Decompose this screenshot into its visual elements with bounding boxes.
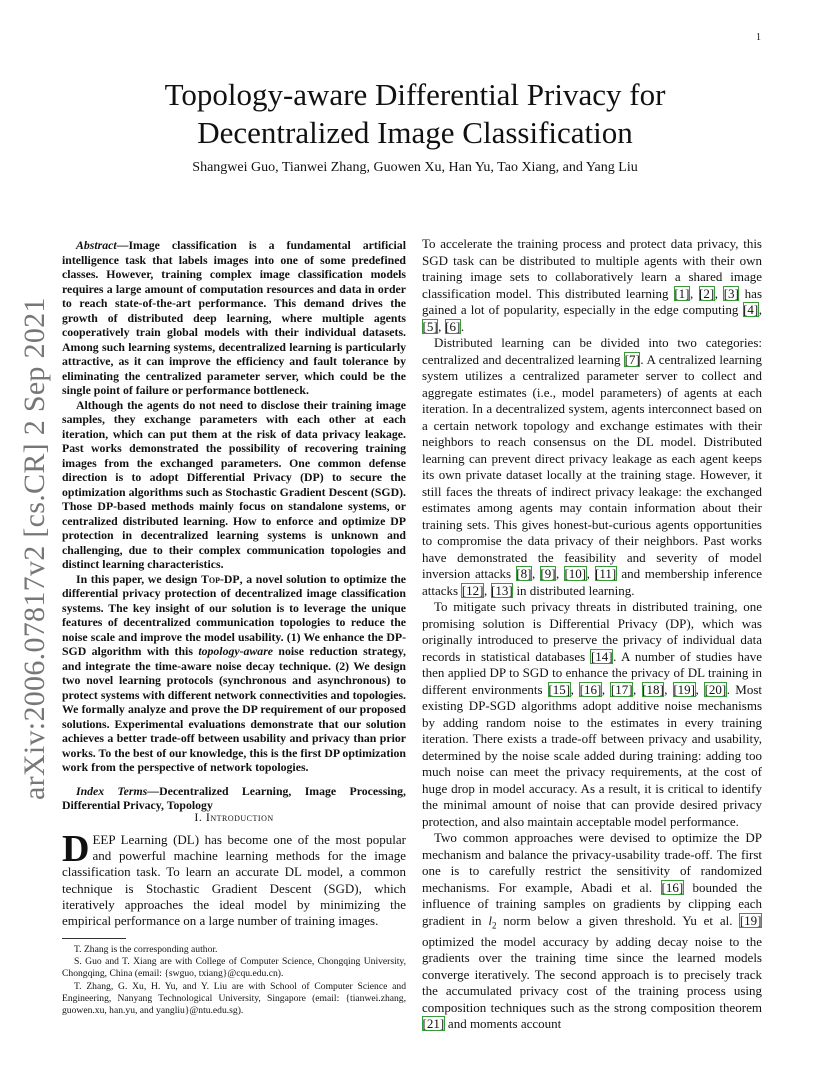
citation-link[interactable]: [17] — [610, 681, 633, 697]
text-span: . A number of studies have then applied DP to SGD to enhance the privacy of DL training in different environments — [422, 648, 762, 697]
abstract-p3-a: In this paper, we design — [76, 571, 201, 586]
footnote-2: S. Guo and T. Xiang are with College of Computer Science, Chongqing University, Chongqing, China (email: {swguo, txiang}@cqu.edu.cn). — [62, 956, 406, 980]
abstract-p3-c: noise reduction strategy, and integrate the time-aware noise decay technique. (2) We design two novel learning protocols (synchronous and asynchronous) to protect systems with different network connectivities and topologies. We formally analyze and prove the DP requirement of our proposed solutions. Experimental evaluations demonstrate that our solution achieves a better trade-off between usability and privacy than prior works. To the best of our knowledge, this is the first DP optimization work from the perspective of network topologies. — [62, 644, 406, 774]
citation-link[interactable]: [18] — [642, 681, 664, 697]
citation-link[interactable]: [14] — [590, 648, 613, 664]
citation-link[interactable]: [1] — [674, 285, 690, 301]
text-span: Two common approaches were devised to optimize the DP mechanism and balance the privacy-usability trade-off. The first one is to carefully restrict the sensitivity of randomized mechanisms. For example, Abadi et al. — [422, 830, 762, 895]
abstract-p1-text: Image classification is a fundamental artificial intelligence task that labels images into one of some predefined classes. However, training complex image classification models requires a large amount of computation resources and data in order to reach state-of-the-art performance. This demand drives the growth of distributed deep learning, where multiple agents cooperatively train global models with their individual datasets. Among such learning systems, decentralized learning is particularly attractive, as it can improve the efficiency and fault tolerance by eliminating the centralized parameter server, which could be the single point of failure or performance bottleneck. — [62, 238, 406, 397]
math-l: l — [488, 912, 492, 928]
abstract — [62, 238, 406, 813]
abstract-p3-b: , a novel solution to optimize the differential privacy protection of decentralized image classification systems. The key insight of our solution is to leverage the unique features of decentralized communication topologies to reduce the noise scale and improve the model usability. (1) We enhance the DP-SGD algorithm with this — [62, 571, 407, 658]
abstract-paragraph-2: Although the agents do not need to disclose their training image samples, they exchange parameters with each other at each iteration, which can put them at the risk of data privacy leakage. Past works demonstrated the possibility of recovering training images from the exchanged parameters. One common defense direction is to adopt Differential Privacy (DP) to secure the optimization algorithms such as Stochastic Gradient Descent (SGD). Those DP-based methods mainly focus on standalone systems, or centralized distributed learning. How to enforce and optimize DP protection in decentralized learning systems is unknown and challenging, due to their complex communication topologies and distinct learning characteristics. — [62, 397, 406, 571]
right-paragraph-1: To accelerate the training process and protect data privacy, this SGD task can be distributed to multiple agents with their own training image sets to collaboratively learn a shared image classification model. This distributed learning [1], [2], [3] has gained a lot of popularity, especially in the edge computing [4], [5], [6]. — [422, 236, 762, 334]
paper-title — [60, 76, 770, 152]
text-span: in distributed learning. — [513, 582, 635, 598]
citation-link[interactable]: [11] — [595, 566, 617, 581]
right-paragraph-3: To mitigate such privacy threats in distributed training, one promising solution is Differential Privacy (DP), which was originally introduced to preserve the privacy of individual data records in statistical databases [14]. A number of studies have then applied DP to SGD to enhance the privacy of DL training in different environments [15], [16], [17], [18], [19], [20]. Most existing DP-SGD algorithms adopt additive noise mechanisms by adding random noise to the estimates in every training iteration. There exists a trade-off between privacy and usability, determined by the noise scale added during training: adding too much noise can meet the privacy requirements, at the cost of huge drop in model accuracy. As a result, it is critical to identify the minimal amount of noise that can provide desired privacy protection, and also maintain acceptable model performance. — [422, 599, 763, 829]
text-span: To mitigate such privacy threats in distributed training, one promising solution is Differential Privacy (DP), which was originally introduced to preserve the privacy of individual data records in statistical databases — [422, 599, 762, 664]
citation-link[interactable]: [2] — [699, 285, 715, 301]
text-span: optimized the model accuracy by adding decay noise to the gradients over the training time since the learned models converge iteratively. The second approach is to precisely track the accumulated privacy cost of the training process using composition techniques such as the strong composition theorem — [422, 933, 762, 1015]
page-number: 1 — [756, 32, 761, 43]
title-line-1: Topology-aware Differential Privacy for — [164, 77, 666, 112]
author-list: Shangwei Guo, Tianwei Zhang, Guowen Xu, Han Yu, Tao Xiang, and Yang Liu — [192, 160, 638, 175]
text-span: bounded the influence of training samples on gradients by clipping each gradient in — [422, 879, 762, 928]
citation-link[interactable]: [7] — [624, 351, 640, 367]
citation-link[interactable]: [19] — [673, 681, 696, 697]
citation-link[interactable]: [8] — [516, 566, 532, 581]
text-span: Distributed learning can be divided into two categories: centralized and decentralized learning — [422, 335, 762, 367]
text-span: and membership inference attacks — [422, 566, 763, 598]
text-span: . A centralized learning system utilizes a centralized parameter server to collect and aggregate estimates (i.e., model parameters) of agents at each iteration. In a decentralized system, agents interconnect based on a certain network topology and exchange estimates with their neighbors to reach consensus on the DL model. Distributed learning can prevent direct privacy leakage as each agent keeps its own private dataset locally at the training stage. However, it still faces the threats of indirect privacy leakage: the exchanged estimates among agents may contain information about their training sets. This gives honest-but-curious agents opportunities to compromise the data privacy of their neighbors. Past works have demonstrated the feasibility and severity of model inversion attacks — [422, 351, 763, 581]
text-span: norm below a given threshold. Yu et al. — [496, 912, 740, 928]
text-span: has gained a lot of popularity, especially in the edge computing — [422, 285, 762, 317]
abstract-p3-emphasis: topology-aware — [198, 644, 274, 658]
abstract-label: Abstract — [76, 238, 117, 252]
footnote-rule — [62, 938, 126, 939]
citation-link[interactable]: [4] — [743, 302, 759, 317]
citation-link[interactable]: [12] — [461, 582, 484, 598]
citation-link[interactable]: [5] — [422, 318, 438, 334]
footnote-3: T. Zhang, G. Xu, H. Yu, and Y. Liu are with School of Computer Science and Engineering, Nanyang Technological University, Singapore (email: {tianwei.zhang, guowen.xu, han.yu, and yangliu}@ntu.edu.sg). — [62, 980, 406, 1017]
abstract-paragraph-3 — [62, 572, 406, 775]
index-terms-label: Index Terms — [76, 783, 148, 798]
citation-link[interactable]: [10] — [564, 566, 587, 581]
citation-link[interactable]: [15] — [548, 681, 571, 697]
right-column-body — [422, 236, 762, 1033]
citation-link[interactable]: [19] — [739, 912, 762, 928]
text-span: and moments account — [444, 1016, 562, 1032]
citation-link[interactable]: [13] — [491, 582, 513, 598]
citation-link[interactable]: [9] — [540, 566, 556, 581]
text-span: . Most existing DP-SGD algorithms adopt additive noise mechanisms by adding random noise to the estimates in every training iteration. There exists a trade-off between privacy and usability, determined by the noise scale added during training: adding too much noise can meet the privacy requirements, at the cost of huge drop in model accuracy. As a result, it is critical to identify the minimal amount of noise that can provide desired privacy protection, and also maintain acceptable model performance. — [422, 681, 763, 829]
section-heading-introduction: I. Introduction — [194, 810, 274, 824]
arxiv-stamp: arXiv:2006.07817v2 [cs.CR] 2 Sep 2021 — [18, 297, 51, 800]
footnote-1: T. Zhang is the corresponding author. — [74, 944, 218, 955]
footnotes — [62, 938, 406, 1017]
introduction-paragraph — [62, 828, 406, 929]
math-subscript: 2 — [491, 920, 497, 931]
right-paragraph-4 — [422, 830, 762, 1033]
citation-link[interactable]: [3] — [723, 285, 739, 301]
citation-link[interactable]: [16] — [579, 681, 602, 697]
citation-link[interactable]: [16] — [661, 879, 684, 895]
drop-cap: D — [62, 828, 90, 870]
abstract-paragraph-1: Abstract—Image classification is a fundamental artificial intelligence task that labels images into one of some predefined classes. However, training complex image classification models requires a large amount of computation resources and data in order to reach state-of-the-art performance. This demand drives the growth of distributed deep learning, where multiple agents cooperatively train global models with their individual datasets. Among such learning systems, decentralized learning is particularly attractive, as it can improve the efficiency and fault tolerance by eliminating the centralized parameter server, which could be the single point of failure or performance bottleneck. — [62, 238, 406, 397]
intro-text: EEP Learning (DL) has become one of the most popular and powerful machine learning methods for the image classification task. To learn an accurate DL model, a common technique is Stochastic Gradient Descent (SGD), which iteratively approaches the ideal model by minimizing the empirical performance on a large number of training images. — [62, 832, 406, 929]
citation-link[interactable]: [6] — [445, 318, 461, 334]
method-name: Top-DP — [200, 571, 240, 586]
text-span: To accelerate the training process and protect data privacy, this SGD task can be distributed to multiple agents with their own training image sets to collaboratively learn a shared image classification model. This distributed learning — [422, 236, 762, 301]
title-line-2: Decentralized Image Classification — [197, 115, 633, 150]
index-terms-text: Decentralized Learning, Image Processing, Differential Privacy, Topology — [62, 783, 406, 812]
citation-link[interactable]: [20] — [704, 681, 727, 697]
index-terms: Index Terms—Decentralized Learning, Image Processing, Differential Privacy, Topology — [62, 783, 406, 812]
right-paragraph-2: Distributed learning can be divided into two categories: centralized and decentralized learning [7]. A centralized learning system utilizes a centralized parameter server to collect and aggregate estimates (i.e., model parameters) of agents at each iteration. In a decentralized system, agents interconnect based on a certain network topology and exchange estimates with their neighbors to reach consensus on the DL model. Distributed learning can prevent direct privacy leakage as each agent keeps its own private dataset locally at the training stage. However, it still faces the threats of indirect privacy leakage: the exchanged estimates among agents may contain information about their training sets. This gives honest-but-curious agents opportunities to compromise the data privacy of their neighbors. Past works have demonstrated the feasibility and severity of model inversion attacks [8], [9], [10], [11] and membership inference attacks [12], [13] in distributed learning. — [422, 335, 763, 598]
citation-link[interactable]: [21] — [422, 1016, 445, 1032]
